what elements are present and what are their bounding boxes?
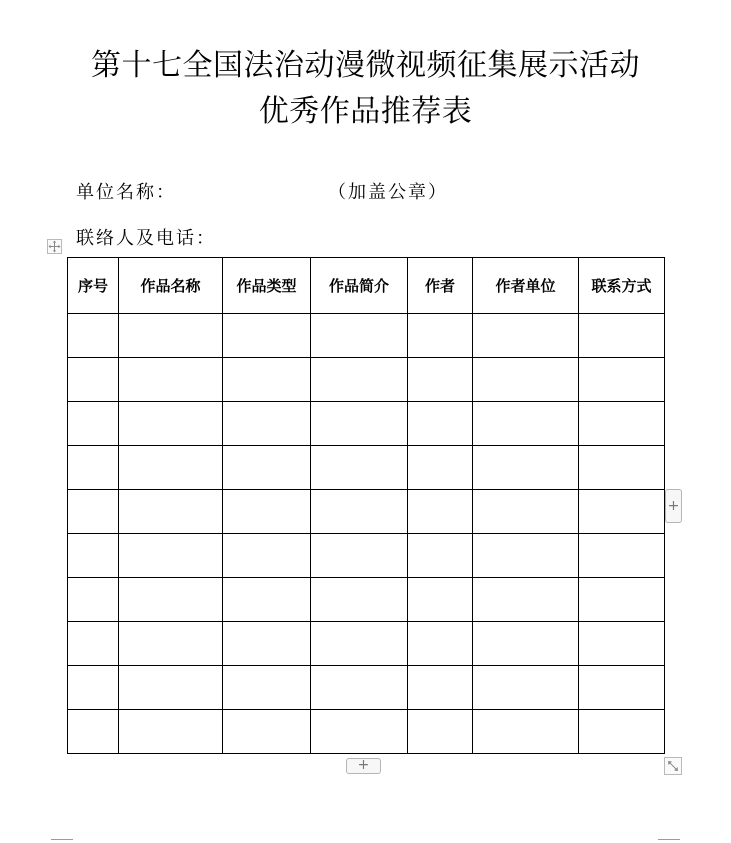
add-column-button[interactable] bbox=[665, 489, 682, 523]
table-cell[interactable] bbox=[223, 446, 311, 490]
table-cell[interactable] bbox=[473, 578, 579, 622]
table-cell[interactable] bbox=[579, 622, 665, 666]
table-row bbox=[68, 358, 665, 402]
table-cell[interactable] bbox=[68, 534, 119, 578]
table-cell[interactable] bbox=[579, 534, 665, 578]
table-cell[interactable] bbox=[311, 622, 408, 666]
table-body bbox=[68, 314, 665, 754]
header-work-summary[interactable]: 作品简介 bbox=[311, 258, 408, 314]
table-cell[interactable] bbox=[68, 490, 119, 534]
table-cell[interactable] bbox=[579, 578, 665, 622]
table-cell[interactable] bbox=[68, 710, 119, 754]
table-row bbox=[68, 578, 665, 622]
table-cell[interactable] bbox=[408, 710, 473, 754]
header-serial-number[interactable]: 序号 bbox=[68, 258, 119, 314]
table-cell[interactable] bbox=[579, 490, 665, 534]
table-cell[interactable] bbox=[223, 710, 311, 754]
page-corner-mark-left bbox=[51, 839, 73, 840]
table-cell[interactable] bbox=[311, 534, 408, 578]
table-cell[interactable] bbox=[119, 490, 223, 534]
table-cell[interactable] bbox=[473, 534, 579, 578]
table-row bbox=[68, 402, 665, 446]
table-cell[interactable] bbox=[223, 402, 311, 446]
table-cell[interactable] bbox=[579, 666, 665, 710]
table-cell[interactable] bbox=[311, 358, 408, 402]
table-row bbox=[68, 490, 665, 534]
seal-note: （加盖公章） bbox=[328, 182, 448, 203]
table-cell[interactable] bbox=[68, 314, 119, 358]
table-cell[interactable] bbox=[223, 534, 311, 578]
table-cell[interactable] bbox=[579, 402, 665, 446]
table-cell[interactable] bbox=[223, 666, 311, 710]
table-cell[interactable] bbox=[311, 490, 408, 534]
page-corner-mark-right bbox=[658, 839, 680, 840]
table-cell[interactable] bbox=[473, 622, 579, 666]
table-row bbox=[68, 314, 665, 358]
table-cell[interactable] bbox=[579, 358, 665, 402]
table-cell[interactable] bbox=[311, 314, 408, 358]
table-row bbox=[68, 534, 665, 578]
table-header-row bbox=[68, 258, 665, 314]
table-cell[interactable] bbox=[68, 446, 119, 490]
table-cell[interactable] bbox=[68, 358, 119, 402]
table-cell[interactable] bbox=[408, 358, 473, 402]
table-cell[interactable] bbox=[473, 710, 579, 754]
table-resize-handle[interactable] bbox=[664, 757, 682, 775]
table-cell[interactable] bbox=[68, 402, 119, 446]
recommendation-table bbox=[67, 257, 665, 754]
table-cell[interactable] bbox=[223, 578, 311, 622]
resize-arrows-icon bbox=[665, 758, 681, 774]
contact-label: 联络人及电话： bbox=[76, 228, 216, 249]
header-author-unit[interactable]: 作者单位 bbox=[473, 258, 579, 314]
table-cell[interactable] bbox=[408, 490, 473, 534]
table-cell[interactable] bbox=[579, 446, 665, 490]
table-cell[interactable] bbox=[119, 622, 223, 666]
table-cell[interactable] bbox=[311, 402, 408, 446]
table-row bbox=[68, 446, 665, 490]
header-author[interactable]: 作者 bbox=[408, 258, 473, 314]
add-row-button[interactable] bbox=[346, 758, 381, 774]
table-row bbox=[68, 710, 665, 754]
table-cell[interactable] bbox=[473, 490, 579, 534]
header-work-type[interactable]: 作品类型 bbox=[223, 258, 311, 314]
table-cell[interactable] bbox=[119, 402, 223, 446]
table-cell[interactable] bbox=[119, 578, 223, 622]
table-cell[interactable] bbox=[473, 446, 579, 490]
page-title-line-2: 优秀作品推荐表 bbox=[258, 94, 473, 129]
table-cell[interactable] bbox=[68, 622, 119, 666]
table-cell[interactable] bbox=[408, 666, 473, 710]
table-cell[interactable] bbox=[311, 578, 408, 622]
table-cell[interactable] bbox=[119, 446, 223, 490]
table-cell[interactable] bbox=[223, 358, 311, 402]
table-cell[interactable] bbox=[119, 314, 223, 358]
table-row bbox=[68, 666, 665, 710]
table-cell[interactable] bbox=[579, 314, 665, 358]
plus-icon: + bbox=[357, 757, 370, 773]
table-cell[interactable] bbox=[223, 622, 311, 666]
table-cell[interactable] bbox=[223, 490, 311, 534]
table-cell[interactable] bbox=[68, 666, 119, 710]
table-cell[interactable] bbox=[473, 314, 579, 358]
table-row bbox=[68, 622, 665, 666]
table-cell[interactable] bbox=[311, 666, 408, 710]
page-title-line-1: 第十七全国法治动漫微视频征集展示活动 bbox=[91, 48, 640, 83]
table-cell[interactable] bbox=[408, 534, 473, 578]
table-cell[interactable] bbox=[119, 710, 223, 754]
table-cell[interactable] bbox=[408, 446, 473, 490]
table-cell[interactable] bbox=[223, 314, 311, 358]
table-cell[interactable] bbox=[408, 578, 473, 622]
table-cell[interactable] bbox=[119, 666, 223, 710]
table-cell[interactable] bbox=[311, 446, 408, 490]
table-move-handle[interactable] bbox=[47, 239, 62, 254]
table-cell[interactable] bbox=[473, 358, 579, 402]
table-cell[interactable] bbox=[408, 622, 473, 666]
table-cell[interactable] bbox=[408, 402, 473, 446]
table-cell[interactable] bbox=[311, 710, 408, 754]
table-cell[interactable] bbox=[473, 666, 579, 710]
table-cell[interactable] bbox=[579, 710, 665, 754]
move-arrows-icon bbox=[48, 240, 61, 253]
header-work-name[interactable]: 作品名称 bbox=[119, 258, 223, 314]
table-cell[interactable] bbox=[68, 578, 119, 622]
table-cell[interactable] bbox=[473, 402, 579, 446]
header-contact-info[interactable]: 联系方式 bbox=[579, 258, 665, 314]
table-cell[interactable] bbox=[119, 358, 223, 402]
unit-name-label: 单位名称： bbox=[76, 182, 176, 203]
table-cell[interactable] bbox=[119, 534, 223, 578]
table-cell[interactable] bbox=[408, 314, 473, 358]
plus-icon: + bbox=[667, 498, 680, 514]
